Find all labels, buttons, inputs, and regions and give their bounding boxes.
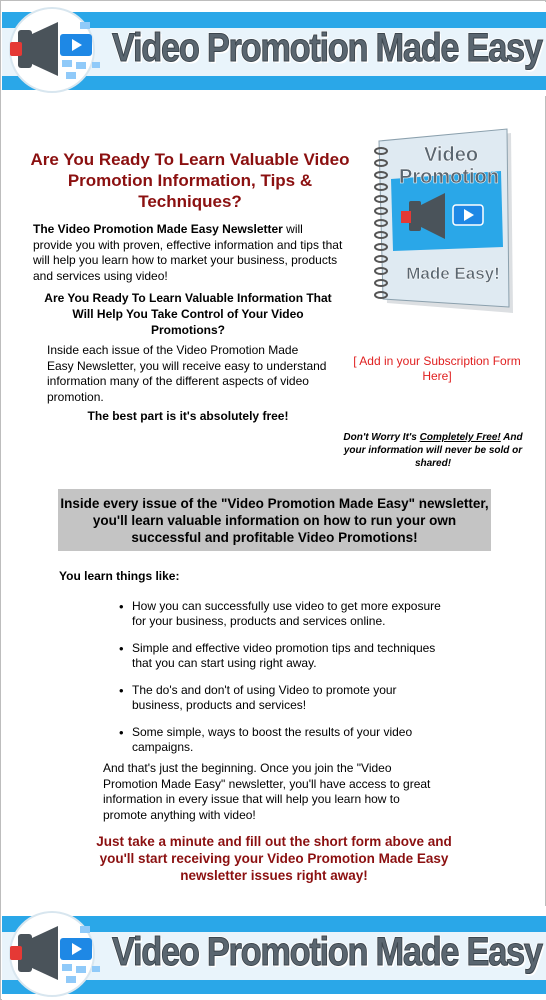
ebook-title-line3: Made Easy! [406, 264, 500, 283]
ebook-cover-image [361, 127, 529, 327]
intro-bold: The Video Promotion Made Easy Newsletter [33, 222, 283, 236]
megaphone-video-icon [6, 4, 110, 94]
call-to-action: Just take a minute and fill out the short form above and you'll start receiving your Video Promotion Made Easy newsletter issues right away! [96, 834, 452, 883]
list-item: • The do's and don't of using Video to promote your business, products and services! [119, 683, 449, 713]
privacy-guarantee [337, 431, 529, 470]
page-headline: Are You Ready To Learn Valuable Video Promotion Information, Tips & Techniques? [30, 150, 350, 211]
ebook-title-line1: Video [423, 144, 479, 166]
sub-question: Are You Ready To Learn Valuable Information That Will Help You Take Control of Your Video Promotions? [44, 291, 332, 337]
callout-box: Inside every issue of the "Video Promotion Made Easy" newsletter, you'll learn valuable information on how to run your own successful and profitable Video Promotions! [58, 489, 491, 551]
megaphone-video-icon [6, 908, 110, 998]
closing-paragraph: And that's just the beginning. Once you join the "Video Promotion Made Easy" newsletter, you'll have access to great information in every issue that will help you learn how to promote anything with video! [103, 761, 431, 822]
intro-rest: will provide you with proven, effective information and tips that will help you learn how to market your business, products and services using video! [33, 222, 343, 283]
banner-title: Video Promotion Made Easy [112, 930, 542, 974]
best-part-text: The best part is it's absolutely free! [87, 409, 289, 423]
list-item: • Some simple, ways to boost the results of your video campaigns. [119, 725, 449, 755]
ebook-title-line2: Promotion [399, 166, 499, 188]
banner-title: Video Promotion Made Easy [112, 26, 542, 70]
learn-title: You learn things like: [59, 569, 180, 583]
intro-paragraph [33, 222, 345, 284]
guarantee-pre: Don't Worry It's [343, 432, 420, 443]
list-item: • How you can successfully use video to get more exposure for your business, products and services online. [119, 599, 449, 629]
header-banner [2, 2, 546, 96]
benefits-list [119, 599, 449, 767]
inside-paragraph: Inside each issue of the Video Promotion Made Easy Newsletter, you will receive easy to understand information many of the different aspects of video promotion. [47, 343, 327, 404]
list-item: • Simple and effective video promotion tips and techniques that you can start using right away. [119, 641, 449, 671]
guarantee-underlined: Completely Free! [419, 432, 501, 443]
guarantee-post: And your information will never be sold or shared! [343, 432, 523, 469]
subscription-form-placeholder[interactable]: [ Add in your Subscription Form Here] [353, 354, 521, 383]
footer-banner [2, 906, 546, 1000]
